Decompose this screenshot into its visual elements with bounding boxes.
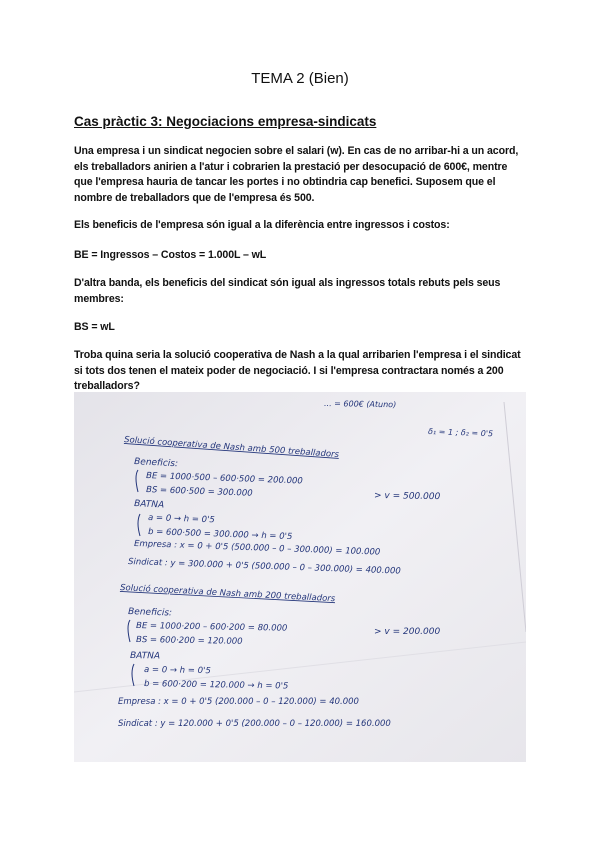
note-section1-bs: BS = 600·500 = 300.000 bbox=[145, 485, 253, 499]
union-profit-intro: D'altra banda, els beneficis del sindicat són igual als ingressos totals rebuts pels seus membres: bbox=[74, 277, 501, 305]
note-section1-empresa: Empresa : x = 0 + 0'5 (500.000 – 0 – 300.000) = 100.000 bbox=[133, 539, 381, 558]
note-section2-beneficis: Beneficis: bbox=[127, 607, 173, 619]
problem-statement: Una empresa i un sindicat negocien sobre el salari (w). En cas de no arribar-hi a un acord, els treballadors anirien a l'atur i cobrarien la prestació per desocupació de 600€, mentre que l'empresa hauria de tancar les portes i no obtindria cap benefici. Suposem que el nombre de treballadors que de l'empresa és 500. bbox=[74, 145, 519, 204]
company-profit-formula: BE = Ingressos – Costos = 1.000L – wL bbox=[74, 249, 267, 261]
note-section1-heading: Solució cooperativa de Nash amb 500 treballadors bbox=[123, 435, 340, 461]
note-section1-batna: BATNA bbox=[133, 499, 165, 511]
case-subtitle: Cas pràctic 3: Negociacions empresa-sindicats bbox=[74, 114, 377, 129]
note-section2-be: BE = 1000·200 – 600·200 = 80.000 bbox=[135, 621, 288, 634]
question-text: Troba quina seria la solució cooperativa de Nash a la qual arribarien l'empresa i el sindicat si tots dos tenen el mateix poder de negociació. I si l'empresa contractara només a 200 treballadors? bbox=[74, 349, 521, 393]
note-top-fragment: ... = 600€ (Atuno) bbox=[323, 399, 397, 410]
note-section1-beneficis: Beneficis: bbox=[133, 457, 179, 470]
page-title: TEMA 2 (Bien) bbox=[251, 70, 349, 87]
note-section2-bs: BS = 600·200 = 120.000 bbox=[135, 635, 243, 647]
note-section2-batna: BATNA bbox=[129, 651, 161, 662]
company-profit-intro: Els beneficis de l'empresa són igual a la diferència entre ingressos i costos: bbox=[74, 219, 450, 231]
note-section2-result: > v = 200.000 bbox=[374, 627, 441, 637]
note-section1-result: > v = 500.000 bbox=[373, 491, 441, 503]
note-top-right: δ₁ = 1 ; δ₂ = 0'5 bbox=[427, 427, 494, 439]
note-section1-batna-b: b = 600·500 = 300.000 → h = 0'5 bbox=[147, 527, 293, 543]
note-section2-batna-a: a = 0 → h = 0'5 bbox=[143, 665, 211, 677]
handwritten-notes-photo bbox=[74, 392, 526, 762]
note-section1-be: BE = 1000·500 – 600·500 = 200.000 bbox=[145, 471, 303, 487]
note-section2-heading: Solució cooperativa de Nash amb 200 treballadors bbox=[119, 583, 336, 605]
note-section1-batna-a: a = 0 → h = 0'5 bbox=[147, 513, 215, 526]
note-section2-empresa: Empresa : x = 0 + 0'5 (200.000 – 0 – 120.000) = 40.000 bbox=[118, 697, 359, 707]
note-section2-sindicat: Sindicat : y = 120.000 + 0'5 (200.000 – 0 – 120.000) = 160.000 bbox=[118, 719, 391, 729]
note-section2-batna-b: b = 600·200 = 120.000 → h = 0'5 bbox=[143, 679, 289, 692]
union-profit-formula: BS = wL bbox=[74, 321, 115, 333]
note-section1-sindicat: Sindicat : y = 300.000 + 0'5 (500.000 – 0 – 300.000) = 400.000 bbox=[127, 557, 401, 577]
